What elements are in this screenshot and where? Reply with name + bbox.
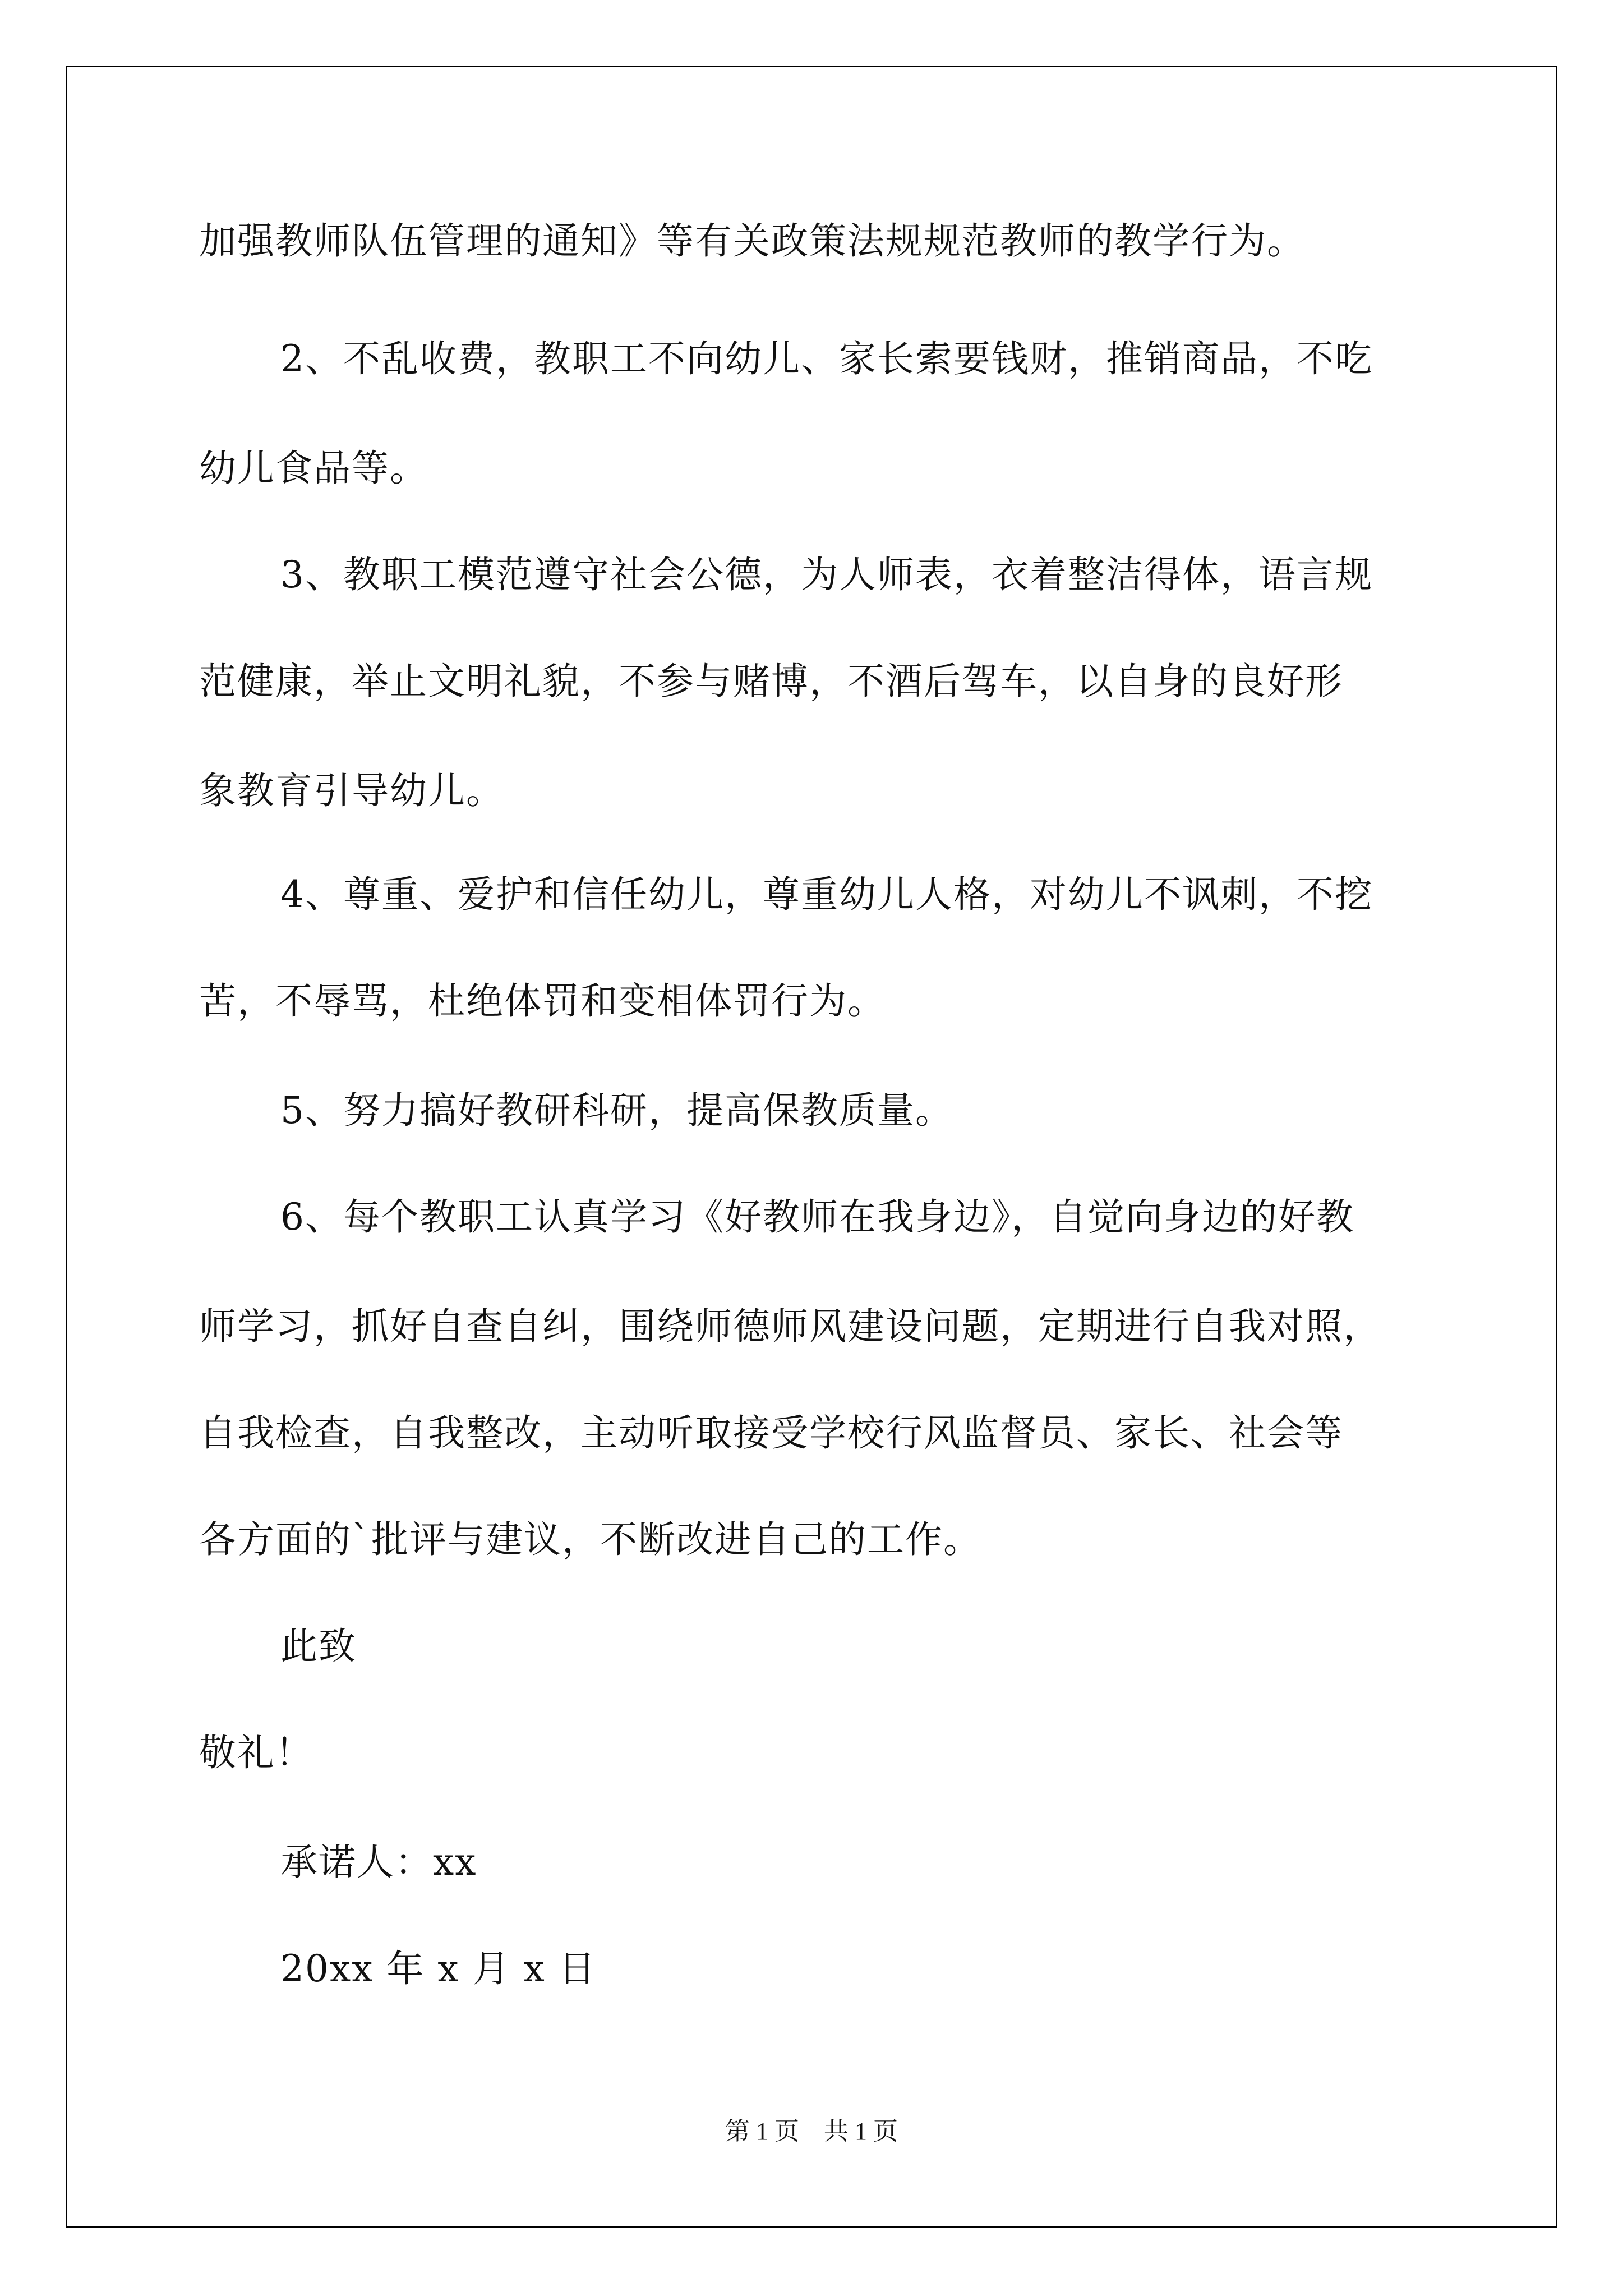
text-line-5: 范健康，举止文明礼貌，不参与赌博，不酒后驾车，以自身的良好形: [199, 660, 1343, 703]
date-line: 20xx 年 x 月 x 日: [280, 1947, 597, 1990]
page-border: [66, 66, 1557, 2228]
text-line-4: 3、教职工模范遵守社会公德，为人师表，衣着整洁得体，语言规: [280, 553, 1373, 596]
closing-salutation: 此致: [280, 1625, 357, 1668]
text-line-1: 加强教师队伍管理的通知》等有关政策法规规范教师的教学行为。: [199, 219, 1305, 263]
text-line-7: 4、尊重、爱护和信任幼儿，尊重幼儿人格，对幼儿不讽刺，不挖: [280, 873, 1373, 916]
text-line-11: 师学习，抓好自查自纠，围绕师德师风建设问题，定期进行自我对照，: [199, 1305, 1381, 1348]
text-line-12: 自我检查，自我整改，主动听取接受学校行风监督员、家长、社会等: [199, 1411, 1343, 1455]
closing-regards: 敬礼！: [199, 1731, 313, 1774]
page-footer: 第 1 页 共 1 页: [725, 2118, 898, 2145]
text-line-3: 幼儿食品等。: [199, 447, 428, 490]
text-line-9: 5、努力搞好教研科研，提高保教质量。: [280, 1089, 953, 1132]
text-line-6: 象教育引导幼儿。: [199, 769, 504, 812]
text-line-8: 苦，不辱骂，杜绝体罚和变相体罚行为。: [199, 979, 886, 1023]
text-line-2: 2、不乱收费，教职工不向幼儿、家长索要钱财，推销商品，不吃: [280, 337, 1373, 380]
text-line-13: 各方面的`批评与建议，不断改进自己的工作。: [199, 1518, 981, 1561]
signatory: 承诺人：xx: [280, 1841, 477, 1884]
text-line-10: 6、每个教职工认真学习《好教师在我身边》，自觉向身边的好教: [280, 1195, 1354, 1239]
